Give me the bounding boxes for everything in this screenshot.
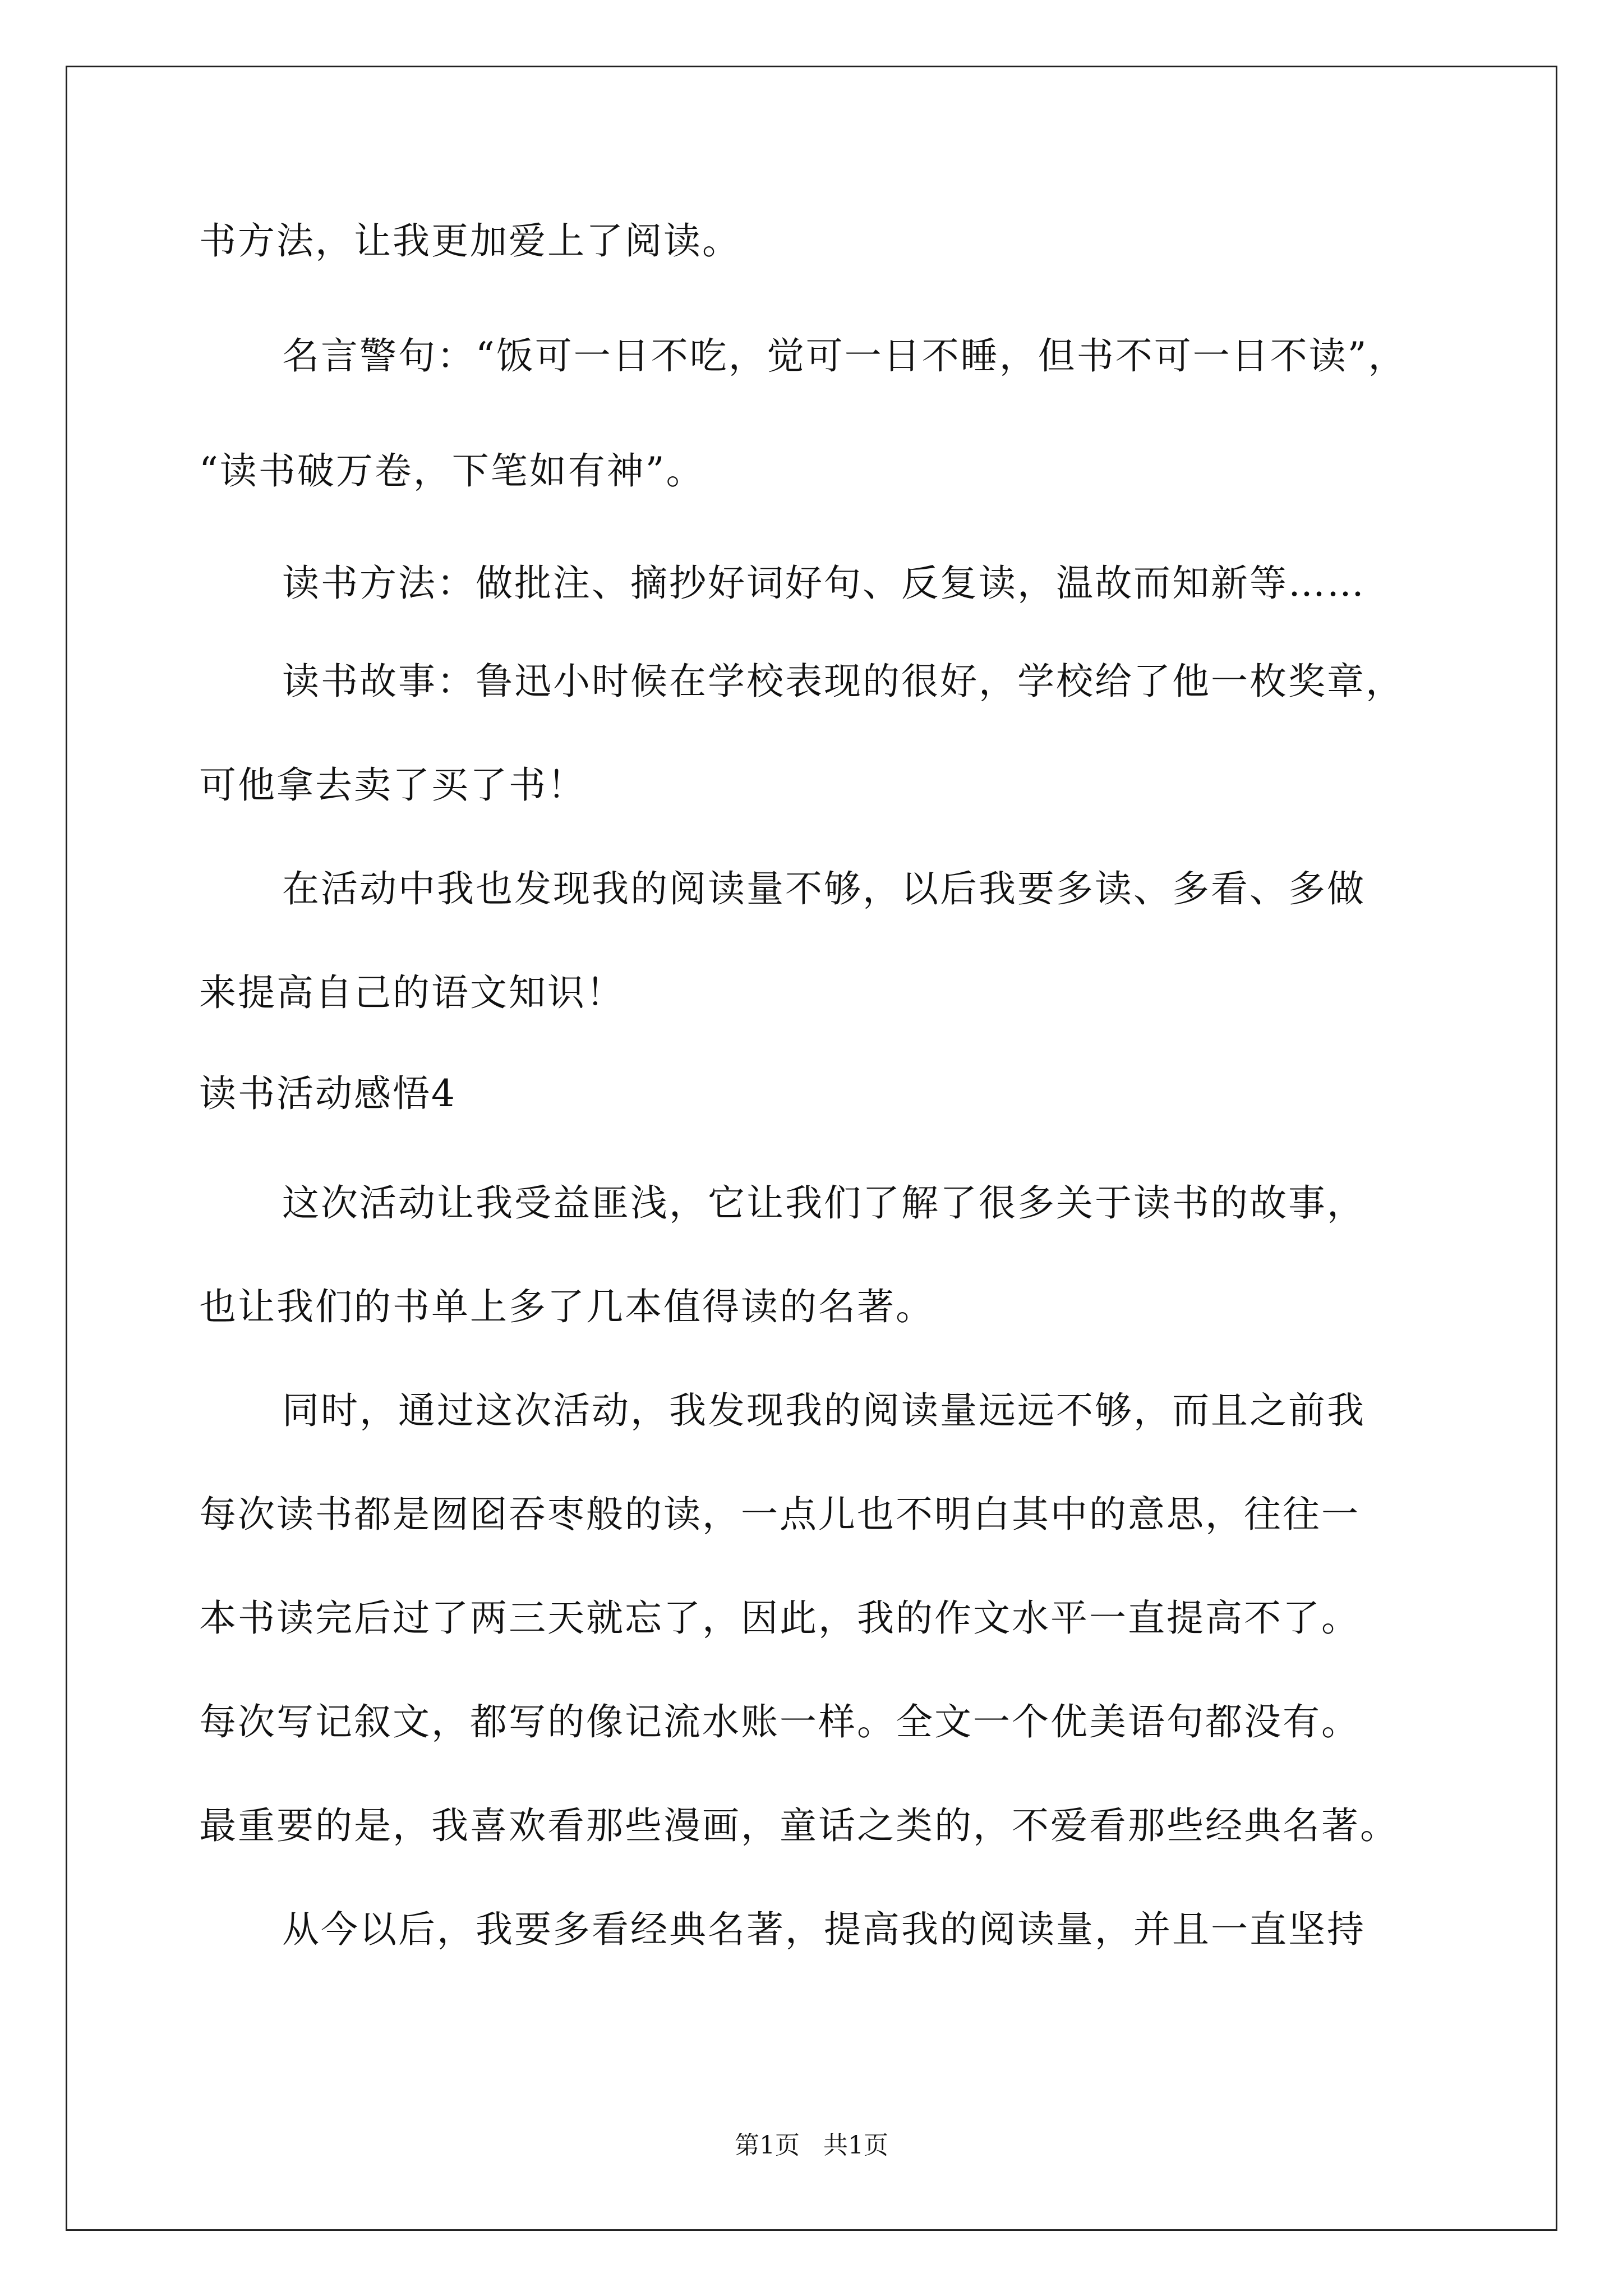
body-line: 名言警句：“饭可一日不吃，觉可一日不睡，但书不可一日不读”，: [282, 334, 1407, 378]
body-line: 读书故事：鲁迅小时候在学校表现的很好，学校给了他一枚奖章，: [282, 660, 1404, 703]
body-line: 每次读书都是囫囵吞枣般的读，一点儿也不明白其中的意思，往往一: [199, 1493, 1360, 1536]
body-line: “读书破万卷，下笔如有神”。: [199, 449, 705, 493]
body-line: 读书方法：做批注、摘抄好词好句、反复读，温故而知新等……: [282, 562, 1366, 605]
body-line: 来提高自己的语文知识！: [199, 971, 625, 1014]
body-line: 最重要的是，我喜欢看那些漫画，童话之类的，不爱看那些经典名著。: [199, 1804, 1399, 1847]
body-line: 可他拿去卖了买了书！: [199, 763, 586, 807]
body-line: 同时，通过这次活动，我发现我的阅读量远远不够，而且之前我: [282, 1389, 1366, 1432]
body-line: 每次写记叙文，都写的像记流水账一样。全文一个优美语句都没有。: [199, 1700, 1360, 1743]
body-line: 本书读完后过了两三天就忘了，因此，我的作文水平一直提高不了。: [199, 1596, 1360, 1640]
body-line: 这次活动让我受益匪浅，它让我们了解了很多关于读书的故事，: [282, 1181, 1366, 1225]
body-line: 书方法，让我更加爱上了阅读。: [199, 219, 741, 263]
body-line: 在活动中我也发现我的阅读量不够，以后我要多读、多看、多做: [282, 867, 1366, 910]
body-line: 也让我们的书单上多了几本值得读的名著。: [199, 1285, 934, 1328]
section-heading: 读书活动感悟4: [199, 1072, 457, 1115]
page-number-footer: 第1页 共1页: [735, 2131, 888, 2160]
body-line: 从今以后，我要多看经典名著，提高我的阅读量，并且一直坚持: [282, 1908, 1366, 1951]
